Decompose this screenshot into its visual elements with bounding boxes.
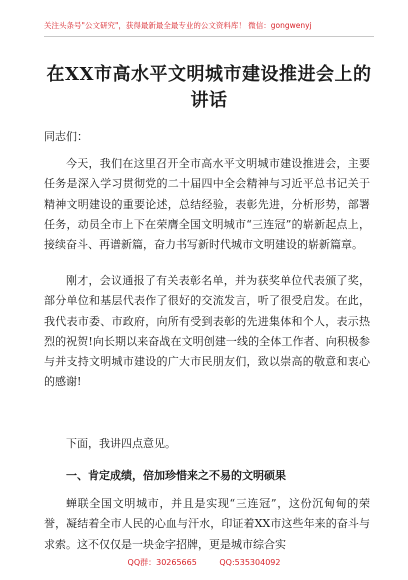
paragraph-section-one: 蝉联全国文明城市，并且是实现“三连冠”，这份沉甸甸的荣誉，凝结着全市人民的心血与汗水，印证着XX市这些年来的奋斗与求索。这不仅仅是一块金字招牌，更是城市综合实: [44, 497, 370, 551]
footer-qq-group: QQ群：30265665: [127, 558, 197, 567]
document-title: 在XX市高水平文明城市建设推进会上的讲话: [46, 64, 372, 111]
header-banner: 关注头条号"公文研究"，获得最新最全最专业的公文资料库！ 微信：gongwenyj: [44, 21, 312, 30]
section-heading: 一、肯定成绩，倍加珍惜来之不易的文明硕果: [66, 469, 286, 482]
paragraph-transition: 下面，我讲四点意见。: [66, 437, 176, 450]
footer-banner: [0, 557, 408, 568]
header-divider: [44, 36, 374, 37]
footer-qq: QQ:535304092: [219, 558, 281, 567]
paragraph-opening: 今天，我们在这里召开全市高水平文明城市建设推进会，主要任务是深入学习贯彻党的二十届四中全会精神与习近平总书记关于精神文明建设的重要论述，总结经验，表彰先进，分析形势，部署任务，动员全市上下在荣膺全国文明城市“三连冠”的崭新起点上，接续奋斗、再谱新篇，奋力书写新时代城市文明建设的崭新篇章。: [44, 157, 370, 252]
paragraph-commendation: 刚才，会议通报了有关表彰名单，并为获奖单位代表颁了奖，部分单位和基层代表作了很好的交流发言，听了很受启发。在此，我代表市委、市政府，向所有受到表彰的先进集体和个人，表示热烈的祝贺!向长期以来奋战在文明创建一线的全体工作者、向积极参与并支持文明城市建设的广大市民朋友们，致以崇高的敬意和衷心的感谢!: [44, 274, 370, 389]
salutation: 同志们：: [44, 130, 88, 143]
